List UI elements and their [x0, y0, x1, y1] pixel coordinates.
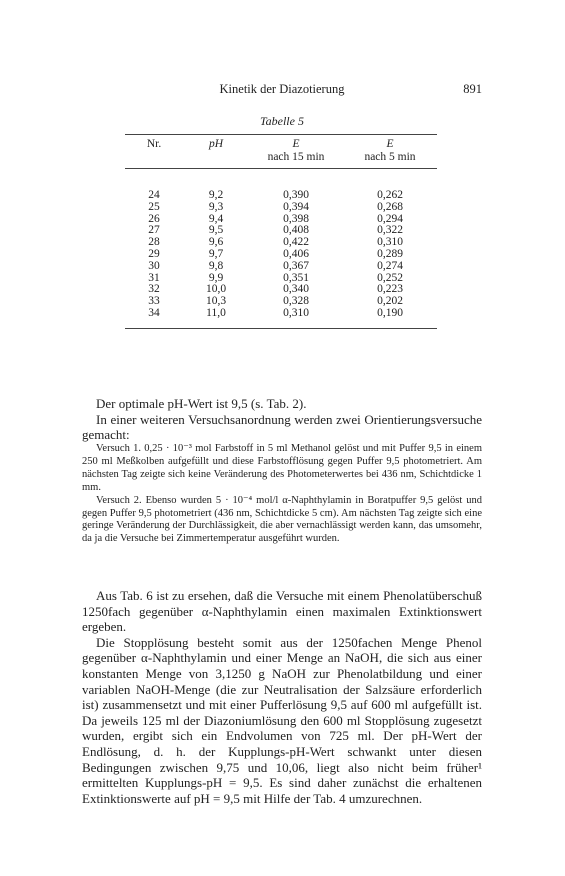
cell-nr: 33 — [148, 295, 160, 308]
experiment-1-note: Versuch 1. 0,25 · 10⁻³ mol Farbstoff in 5 ml Methanol gelöst und mit Puffer 9,5 in einem 250 ml Meßkolben aufgefüllt und diese Farbstofflösung gegen Puffer 9,5 photometriert. Am nächsten Tag zeigte sich keine Veränderung des Photometerwertes bei 436 nm, Schichtdicke 1 mm. — [82, 443, 482, 493]
cell-e15: 0,406 — [283, 247, 309, 260]
cell-nr: 34 — [125, 308, 183, 328]
table-row — [125, 261, 437, 273]
cell-e15: 0,398 — [283, 212, 309, 225]
cell-nr: 32 — [148, 283, 160, 296]
cell-nr: 29 — [148, 247, 160, 260]
paragraph-table-6: Aus Tab. 6 ist zu ersehen, daß die Versuche mit einem Phenolatüberschuß 1250fach gegenüber α-Naphthylamin einen maximalen Extinktionswert ergeben. — [82, 588, 482, 635]
table-body — [125, 169, 437, 329]
cell-e5: 0,202 — [377, 295, 403, 308]
cell-ph: 9,4 — [208, 212, 224, 225]
cell-e15: 0,390 — [283, 189, 309, 201]
cell-ph: 9,9 — [208, 271, 224, 284]
cell-ph: 9,2 — [208, 189, 224, 201]
running-title: Kinetik der Diazotierung — [219, 82, 345, 96]
cell-nr: 31 — [148, 271, 160, 284]
table-row — [125, 169, 437, 202]
cell-nr: 30 — [148, 259, 160, 272]
cell-nr: 24 — [148, 189, 160, 201]
cell-nr: 27 — [148, 224, 160, 237]
paragraph-stop-solution: Die Stopplösung besteht somit aus der 1250fachen Menge Phenol gegenüber α-Naphthylamin und einer Menge an NaOH, die sich aus einer konstanten Menge von 3,1250 g NaOH zur Phenolatbildung und einer variablen NaOH-Menge (die zur Neutralisation der Salzsäure erforderlich ist) zusammensetzt und mit einer Pufferlösung 9,5 auf 600 ml aufgefüllt ist. Da jeweils 125 ml der Diazoniumlösung den 600 ml Stopplösung zugesetzt wurden, ergibt sich ein Endvolumen von 725 ml. Der pH-Wert der Endlösung, d. h. der Kupplungs-pH-Wert schwankt unter diesen Bedingungen zwischen 9,75 und 10,06, liegt also nicht beim früher¹ ermittelten Kupplungs-pH = 9,5. Es sind daher zunächst die erhaltenen Extinktionswerte auf pH = 9,5 mit Hilfe der Tab. 4 umzurechnen. — [82, 634, 482, 806]
cell-nr: 28 — [148, 236, 160, 249]
column-header-ph-label: pH — [208, 138, 224, 150]
cell-e15: 0,340 — [283, 283, 309, 296]
column-header-e15-sub: nach 15 min — [267, 151, 325, 163]
cell-ph: 10,0 — [205, 283, 227, 296]
cell-e15: 0,328 — [283, 295, 309, 308]
column-header-e5 — [343, 135, 437, 169]
running-head — [82, 82, 482, 98]
cell-e5: 0,223 — [377, 283, 403, 296]
data-table — [125, 134, 437, 329]
cell-ph: 11,0 — [183, 308, 249, 328]
experiment-2-note: Versuch 2. Ebenso wurden 5 · 10⁻⁴ mol/l α-Naphthylamin in Boratpuffer 9,5 gelöst und gegen Puffer 9,5 photometriert (436 nm, Schichtdicke 5 cm). Am nächsten Tag zeigte sich eine geringe Veränderung der Durchlässigkeit, die aber vernachlässigt werden kann, das umsomehr, da ja die Versuche bei Zimmertemperatur ausgeführt wurden. — [82, 494, 482, 545]
cell-ph: 9,6 — [208, 236, 224, 249]
column-header-e5-sub: nach 5 min — [364, 151, 416, 163]
page-number: 891 — [463, 82, 482, 96]
paragraph-optimal-ph: Der optimale pH-Wert ist 9,5 (s. Tab. 2). — [96, 396, 307, 411]
cell-e5: 0,268 — [377, 200, 403, 213]
column-header-e5-symbol: E — [386, 138, 394, 150]
column-header-ph — [183, 135, 249, 169]
cell-nr: 26 — [148, 212, 160, 225]
column-header-nr-label: Nr. — [146, 138, 162, 150]
cell-ph: 9,5 — [208, 224, 224, 237]
cell-e15: 0,367 — [283, 259, 309, 272]
experiment-notes — [82, 443, 482, 546]
cell-e5: 0,289 — [377, 247, 403, 260]
cell-e5: 0,310 — [377, 236, 403, 249]
cell-e15: 0,394 — [283, 200, 309, 213]
cell-e15: 0,310 — [249, 308, 343, 328]
column-header-e15-symbol: E — [292, 138, 300, 150]
table-caption: Tabelle 5 — [260, 114, 304, 128]
cell-e5: 0,294 — [377, 212, 403, 225]
cell-e15: 0,422 — [283, 236, 309, 249]
discussion-paragraphs — [82, 588, 482, 806]
cell-e5: 0,190 — [343, 308, 437, 328]
cell-nr: 25 — [148, 200, 160, 213]
cell-ph: 9,7 — [208, 247, 224, 260]
table-row — [125, 249, 437, 261]
cell-e5: 0,252 — [377, 271, 403, 284]
cell-ph: 9,8 — [208, 259, 224, 272]
cell-e5: 0,274 — [377, 259, 403, 272]
intro-paragraphs — [82, 396, 482, 443]
column-header-e15 — [249, 135, 343, 169]
paragraph-orientation: In einer weiteren Versuchsanordnung werden zwei Orientierungsversuche gemacht: — [82, 411, 482, 443]
cell-e5: 0,322 — [377, 224, 403, 237]
cell-e15: 0,351 — [283, 271, 309, 284]
cell-e5: 0,262 — [377, 189, 403, 201]
cell-ph: 10,3 — [205, 295, 227, 308]
table-row — [125, 202, 437, 214]
table-header-row — [125, 135, 437, 169]
cell-e15: 0,408 — [283, 224, 309, 237]
column-header-nr — [125, 135, 183, 169]
table-row — [125, 308, 437, 328]
cell-ph: 9,3 — [208, 200, 224, 213]
